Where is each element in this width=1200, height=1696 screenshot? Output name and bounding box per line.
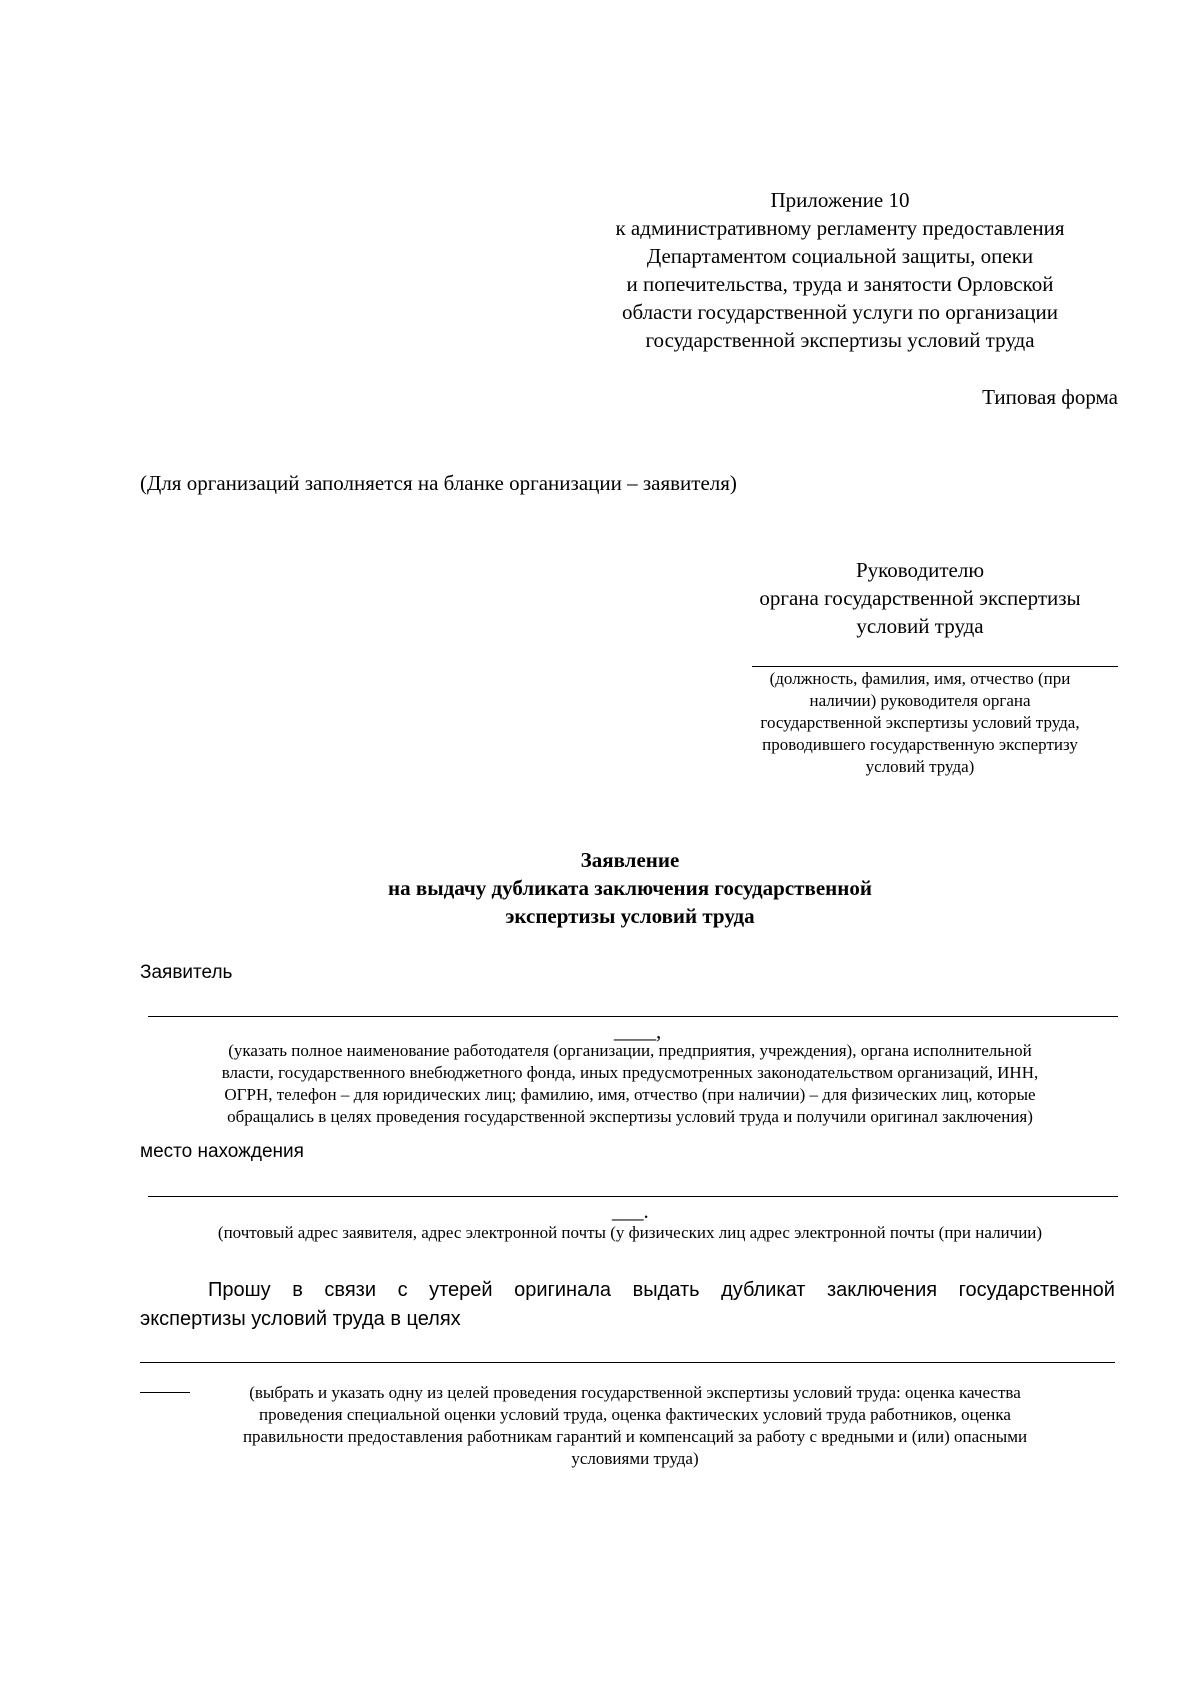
applicant-hint-line: власти, государственного внебюджетного фонда, иных предусмотренных законодательством организаций, ИНН, bbox=[221, 1063, 1039, 1082]
request-word: государственной bbox=[958, 1279, 1115, 1301]
request-line-2: экспертизы условий труда в целях bbox=[140, 1308, 461, 1330]
addressee-hint-line: наличии) руководителя органа bbox=[809, 691, 1031, 710]
purpose-hint-line: (выбрать и указать одну из целей проведения государственной экспертизы условий труда: оценка качества bbox=[249, 1383, 1021, 1402]
appendix-line: и попечительства, труда и занятости Орловской bbox=[626, 272, 1054, 296]
location-label: место нахождения bbox=[140, 1141, 304, 1162]
appendix-line: Департаментом социальной защиты, опеки bbox=[646, 244, 1034, 268]
addressee-line: органа государственной экспертизы bbox=[759, 586, 1081, 610]
addressee-hint-line: условий труда) bbox=[865, 757, 975, 776]
applicant-hint-line: ОГРН, телефон – для юридических лиц; фамилию, имя, отчество (при наличии) – для физических лиц, которые bbox=[224, 1085, 1036, 1104]
purpose-fill-line[interactable] bbox=[140, 1362, 1115, 1363]
addressee-line: условий труда bbox=[856, 614, 984, 638]
addressee-block bbox=[730, 556, 1110, 640]
addressee-line: Руководителю bbox=[855, 558, 985, 582]
title-line: экспертизы условий труда bbox=[505, 904, 755, 928]
purpose-hint-line: правильности предоставления работникам гарантий и компенсаций за работу с вредными и (или) опасными bbox=[242, 1427, 1028, 1446]
document-title bbox=[200, 846, 1060, 930]
request-word: заключения bbox=[826, 1279, 938, 1301]
request-word: утерей bbox=[429, 1279, 493, 1301]
request-word: Прошу bbox=[208, 1279, 271, 1301]
appendix-header bbox=[560, 186, 1120, 354]
applicant-fill-line[interactable] bbox=[148, 1016, 1118, 1017]
request-word: связи bbox=[324, 1279, 376, 1301]
title-line: Заявление bbox=[580, 848, 680, 872]
request-line-1 bbox=[140, 1276, 1115, 1305]
appendix-line: Приложение 10 bbox=[770, 188, 910, 212]
title-line: на выдачу дубликата заключения государственной bbox=[388, 876, 872, 900]
request-word: оригинала bbox=[514, 1279, 612, 1301]
purpose-hint bbox=[150, 1382, 1120, 1470]
location-line-tail: ___. bbox=[612, 1199, 649, 1223]
applicant-line-tail: ____, bbox=[614, 1019, 662, 1043]
request-word: в bbox=[292, 1279, 303, 1301]
addressee-hint-line: государственной экспертизы условий труда, bbox=[760, 713, 1080, 732]
address-hint-line: (почтовый адрес заявителя, адрес электронной почты (у физических лиц адрес электронной почты (при наличии) bbox=[217, 1223, 1043, 1242]
addressee-hint-line: проводившего государственную экспертизу bbox=[762, 735, 1078, 754]
purpose-hint-line: проведения специальной оценки условий труда, оценка фактических условий труда работников, оценка bbox=[259, 1405, 1011, 1424]
addressee-hint-line: (должность, фамилия, имя, отчество (при bbox=[769, 669, 1071, 688]
request-word: с bbox=[397, 1279, 408, 1301]
addressee-hint bbox=[726, 668, 1114, 778]
appendix-line: к административному регламенту предоставления bbox=[615, 216, 1065, 240]
addressee-fill-line[interactable] bbox=[752, 666, 1118, 667]
address-hint bbox=[140, 1222, 1120, 1244]
request-word: дубликат bbox=[721, 1279, 806, 1301]
request-word: выдать bbox=[632, 1279, 700, 1301]
applicant-hint-line: обращались в целях проведения государственной экспертизы условий труда и получили оригинал заключения) bbox=[227, 1107, 1033, 1126]
applicant-hint bbox=[140, 1040, 1120, 1128]
appendix-line: области государственной услуги по организации bbox=[622, 300, 1058, 324]
form-type-label: Типовая форма bbox=[982, 385, 1118, 409]
appendix-line: государственной экспертизы условий труда bbox=[645, 328, 1035, 352]
purpose-hint-line: условиями труда) bbox=[571, 1449, 699, 1468]
request-paragraph bbox=[140, 1276, 1115, 1334]
organization-note: (Для организаций заполняется на бланке организации – заявителя) bbox=[140, 471, 737, 495]
applicant-label: Заявитель bbox=[140, 962, 233, 983]
location-fill-line[interactable] bbox=[148, 1196, 1118, 1197]
applicant-hint-line: (указать полное наименование работодателя (организации, предприятия, учреждения), органа исполнительной bbox=[228, 1041, 1032, 1060]
